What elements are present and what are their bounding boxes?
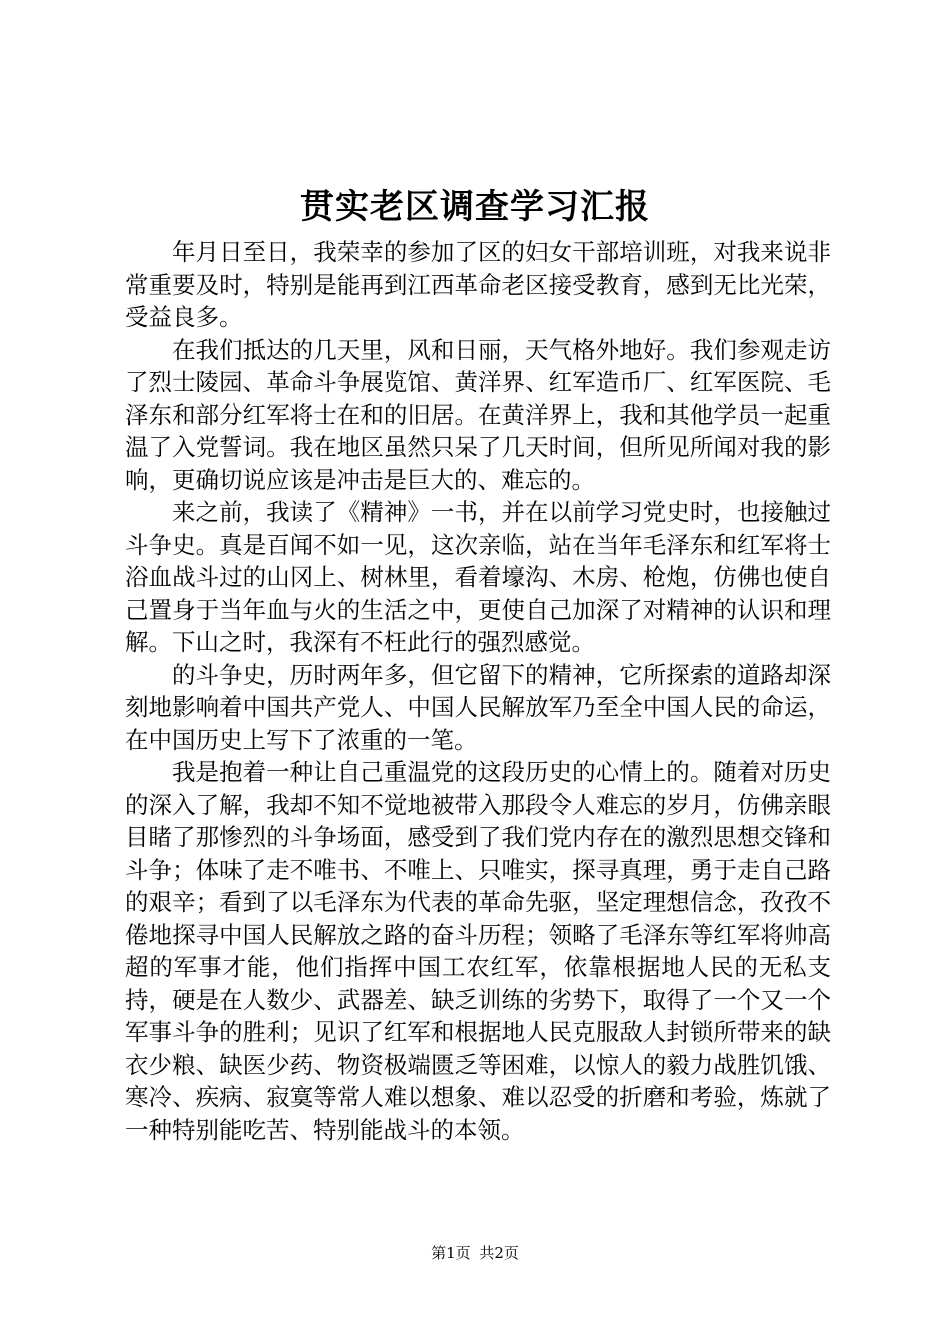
paragraph: 来之前，我读了《精神》一书，并在以前学习党史时，也接触过斗争史。真是百闻不如一见，这次亲临，站在当年毛泽东和红军将士浴血战斗过的山冈上、树林里，看着壕沟、木房、枪炮，仿佛也使自己置身于当年血与火的生活之中，更使自己加深了对精神的认识和理解。下山之时，我深有不枉此行的强烈感觉。	[125, 498, 831, 656]
page-total: 共2页	[479, 1244, 519, 1262]
paragraph: 我是抱着一种让自己重温党的这段历史的心情上的。随着对历史的深入了解，我却不知不觉地被带入那段令人难忘的岁月，仿佛亲眼目睹了那惨烈的斗争场面，感受到了我们党内存在的激烈思想交锋和斗争；体味了走不唯书、不唯上、只唯实，探寻真理，勇于走自己路的艰辛；看到了以毛泽东为代表的革命先驱，坚定理想信念，孜孜不倦地探寻中国人民解放之路的奋斗历程；领略了毛泽东等红军将帅高超的军事才能，他们指挥中国工农红军，依靠根据地人民的无私支持，硬是在人数少、武器差、缺乏训练的劣势下，取得了一个又一个军事斗争的胜利；见识了红军和根据地人民克服敌人封锁所带来的缺衣少粮、缺医少药、物资极端匮乏等困难，以惊人的毅力战胜饥饿、寒冷、疾病、寂寞等常人难以想象、难以忍受的折磨和考验，炼就了一种特别能吃苦、特别能战斗的本领。	[125, 758, 831, 1144]
page-footer	[0, 1242, 950, 1264]
paragraph: 的斗争史，历时两年多，但它留下的精神，它所探索的道路却深刻地影响着中国共产党人、中国人民解放军乃至全中国人民的命运，在中国历史上写下了浓重的一笔。	[125, 660, 831, 754]
paragraph: 在我们抵达的几天里，风和日丽，天气格外地好。我们参观走访了烈士陵园、革命斗争展览馆、黄洋界、红军造币厂、红军医院、毛泽东和部分红军将士在和的旧居。在黄洋界上，我和其他学员一起重温了入党誓词。我在地区虽然只呆了几天时间，但所见所闻对我的影响，更确切说应该是冲击是巨大的、难忘的。	[125, 335, 831, 494]
paragraph: 年月日至日，我荣幸的参加了区的妇女干部培训班，对我来说非常重要及时，特别是能再到江西革命老区接受教育，感到无比光荣，受益良多。	[125, 238, 831, 331]
document-body	[125, 236, 831, 1146]
document-title: 贯实老区调查学习汇报	[300, 187, 650, 227]
page-number: 第1页	[431, 1244, 471, 1262]
